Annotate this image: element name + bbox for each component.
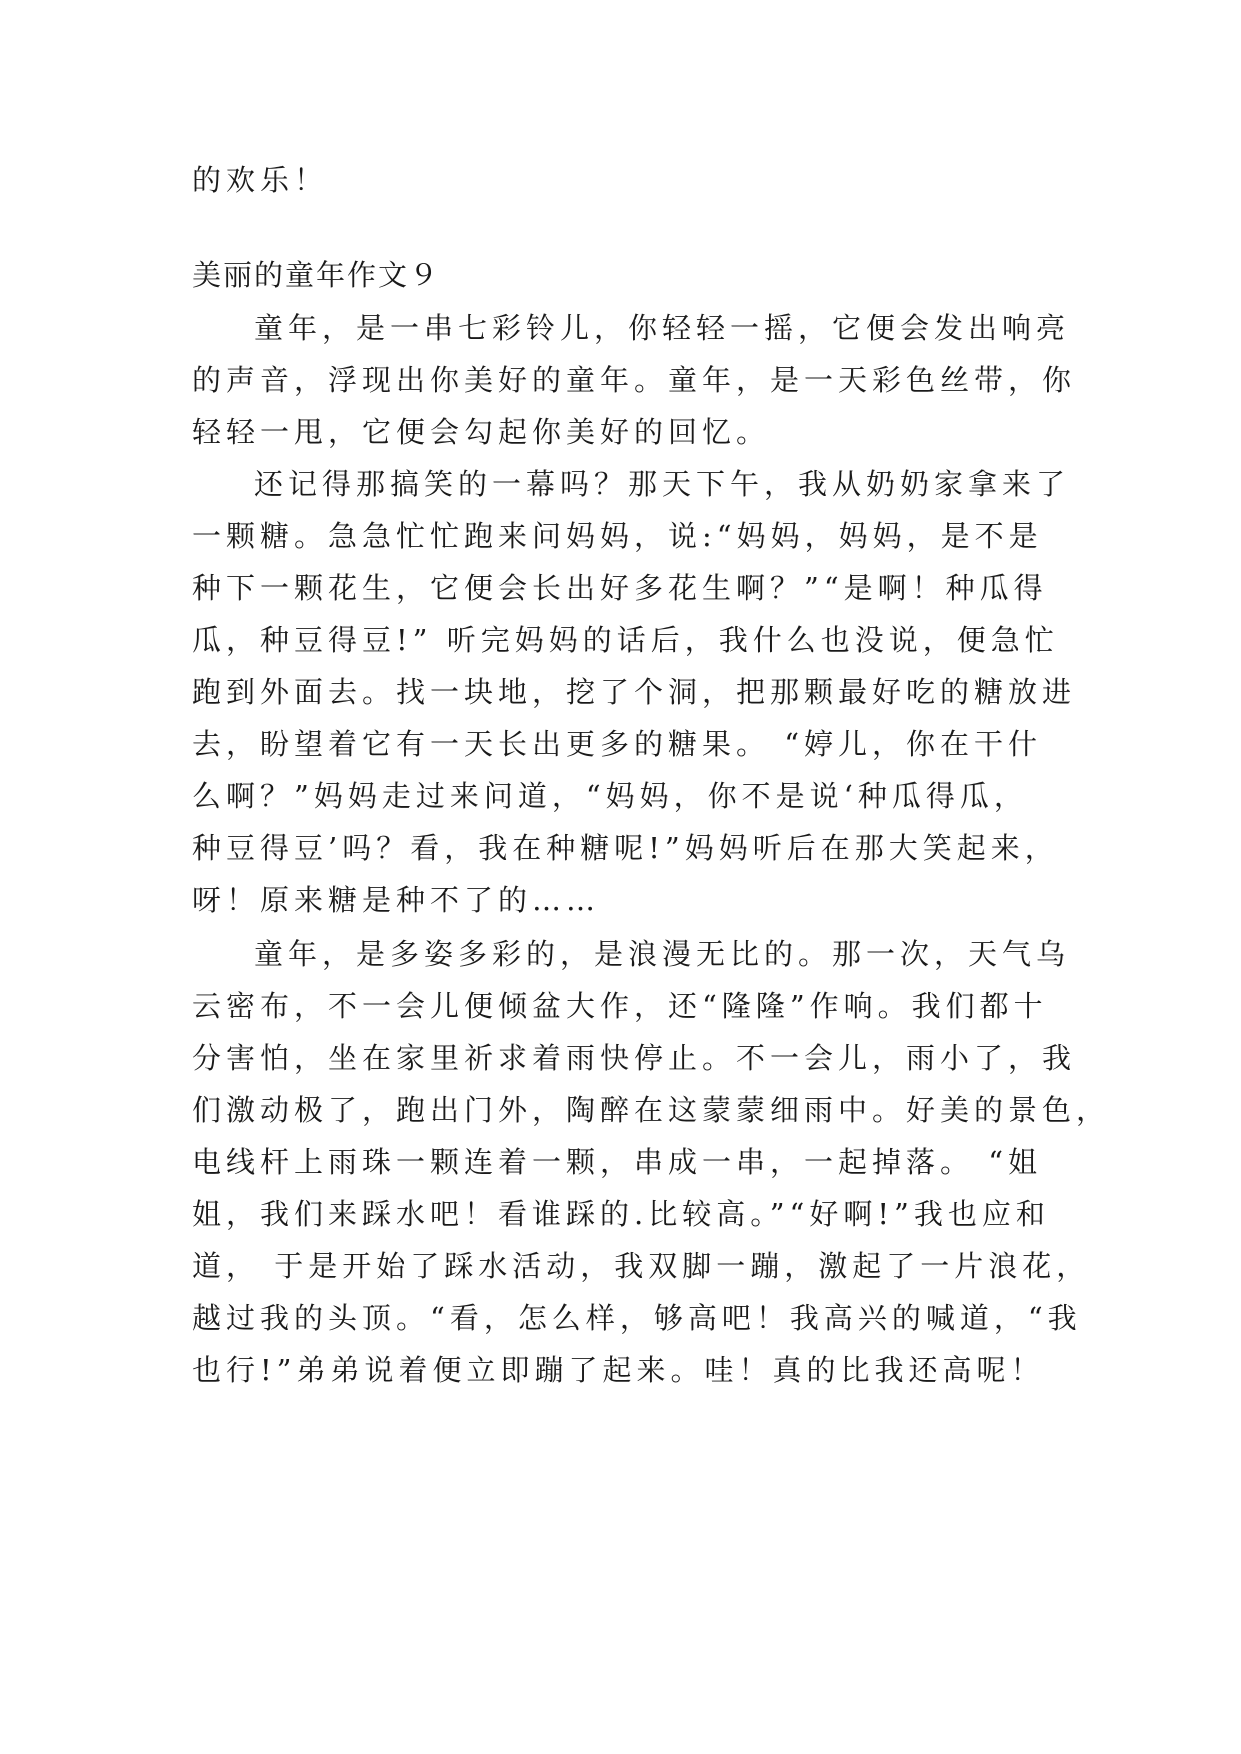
paragraph-line: 分害怕，坐在家里祈求着雨快停止。不一会儿，雨小了，我 (192, 1041, 1077, 1075)
continuation-line: 的欢乐！ (192, 163, 329, 197)
paragraph-line: 一颗糖。急急忙忙跑来问妈妈，说:“妈妈，妈妈，是不是 (192, 519, 1043, 553)
paragraph-line: 越过我的头顶。“看，怎么样，够高吧！我高兴的喊道，“我 (192, 1301, 1082, 1335)
paragraph-line: 跑到外面去。找一块地，挖了个洞，把那颗最好吃的糖放进 (192, 675, 1077, 709)
paragraph-line: 还记得那搞笑的一幕吗？那天下午，我从奶奶家拿来了 (254, 467, 1071, 501)
paragraph-line: 童年，是一串七彩铃儿，你轻轻一摇，它便会发出响亮 (254, 311, 1071, 345)
paragraph-line: 么啊？”妈妈走过来问道，“妈妈，你不是说‘种瓜得瓜， (192, 779, 1028, 813)
paragraph-line: 姐，我们来踩水吧！看谁踩的.比较高。”“好啊!”我也应和 (192, 1197, 1050, 1231)
paragraph-line: 们激动极了，跑出门外，陶醉在这蒙蒙细雨中。好美的景色， (192, 1093, 1111, 1127)
paragraph-line: 电线杆上雨珠一颗连着一颗，串成一串，一起掉落。 “姐 (192, 1145, 1043, 1179)
paragraph-line: 的声音，浮现出你美好的童年。童年，是一天彩色丝带，你 (192, 363, 1077, 397)
paragraph-line: 云密布，不一会儿便倾盆大作，还“隆隆”作响。我们都十 (192, 989, 1048, 1023)
paragraph-line: 瓜，种豆得豆!” 听完妈妈的话后，我什么也没说，便急忙 (192, 623, 1059, 657)
paragraph-line: 去，盼望着它有一天长出更多的糖果。 “婷儿，你在干什 (192, 727, 1043, 761)
paragraph-line: 种下一颗花生，它便会长出好多花生啊？”“是啊！种瓜得 (192, 571, 1048, 605)
paragraph-line: 种豆得豆’吗？看，我在种糖呢!”妈妈听后在那大笑起来， (192, 831, 1059, 865)
paragraph-line: 轻轻一甩，它便会勾起你美好的回忆。 (192, 415, 771, 449)
essay-heading: 美丽的童年作文９ (192, 258, 441, 292)
paragraph-line: 道， 于是开始了踩水活动，我双脚一蹦，激起了一片浪花， (192, 1249, 1091, 1283)
paragraph-line: 童年，是多姿多彩的，是浪漫无比的。那一次，天气乌 (254, 937, 1071, 971)
paragraph-line: 也行!”弟弟说着便立即蹦了起来。哇！真的比我还高呢！ (192, 1353, 1045, 1387)
paragraph-line: 呀！原来糖是种不了的…… (192, 883, 601, 917)
